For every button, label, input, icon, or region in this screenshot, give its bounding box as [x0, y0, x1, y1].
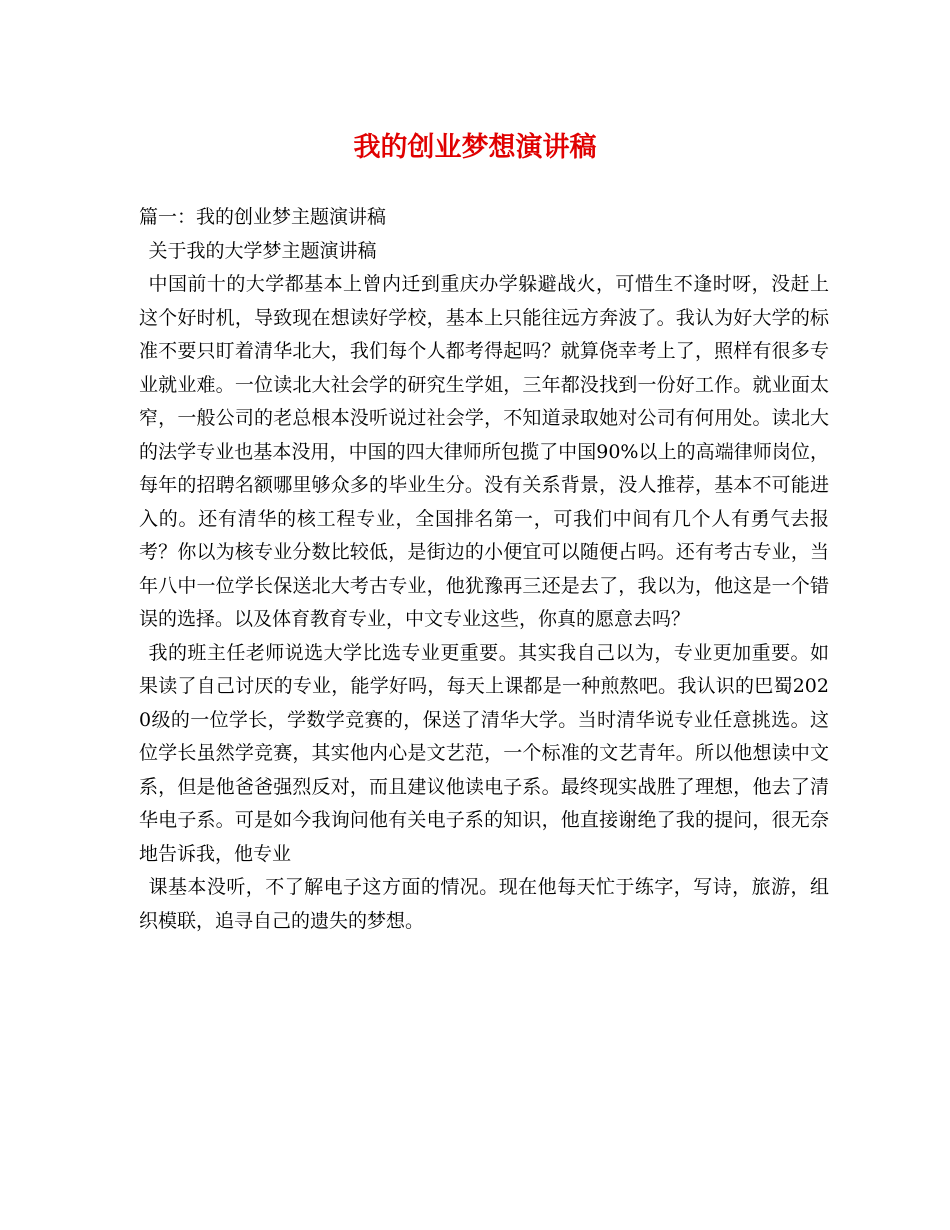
subheading: 关于我的大学梦主题演讲稿 — [148, 239, 377, 262]
paragraph: 课基本没听，不了解电子这方面的情况。现在他每天忙于练字，写诗，旅游，组织模联，追寻自己的遗失的梦想。 — [139, 876, 829, 932]
document-body — [139, 201, 829, 938]
section-heading: 篇一：我的创业梦主题演讲稿 — [139, 206, 387, 228]
paragraph: 我的班主任老师说选大学比选专业更重要。其实我自己以为，专业更加重要。如果读了自己讨厌的专业，能学好吗，每天上课都是一种煎熬吧。我认识的巴蜀2020级的一位学长，学数学竞赛的，保送了清华大学。当时清华说专业任意挑选。这位学长虽然学竞赛，其实他内心是文艺范，一个标准的文艺青年。所以他想读中文系，但是他爸爸强烈反对，而且建议他读电子系。最终现实战胜了理想，他去了清华电子系。可是如今我询问他有关电子系的知识，他直接谢绝了我的提问，很无奈地告诉我，他专业 — [139, 641, 829, 865]
paragraph: 中国前十的大学都基本上曾内迁到重庆办学躲避战火，可惜生不逢时呀，没赶上这个好时机，导致现在想读好学校，基本上只能往远方奔波了。我认为好大学的标准不要只盯着清华北大，我们每个人都考得起吗？就算侥幸考上了，照样有很多专业就业难。一位读北大社会学的研究生学姐，三年都没找到一份好工作。就业面太窄，一般公司的老总根本没听说过社会学，不知道录取她对公司有何用处。读北大的法学专业也基本没用，中国的四大律师所包揽了中国90%以上的高端律师岗位，每年的招聘名额哪里够众多的毕业生分。没有关系背景，没人推荐，基本不可能进入的。还有清华的核工程专业，全国排名第一，可我们中间有几个人有勇气去报考？你以为核专业分数比较低，是街边的小便宜可以随便占吗。还有考古专业，当年八中一位学长保送北大考古专业，他犹豫再三还是去了，我以为，他这是一个错误的选择。以及体育教育专业，中文专业这些，你真的愿意去吗？ — [139, 273, 829, 630]
document-title: 我的创业梦想演讲稿 — [353, 132, 597, 163]
